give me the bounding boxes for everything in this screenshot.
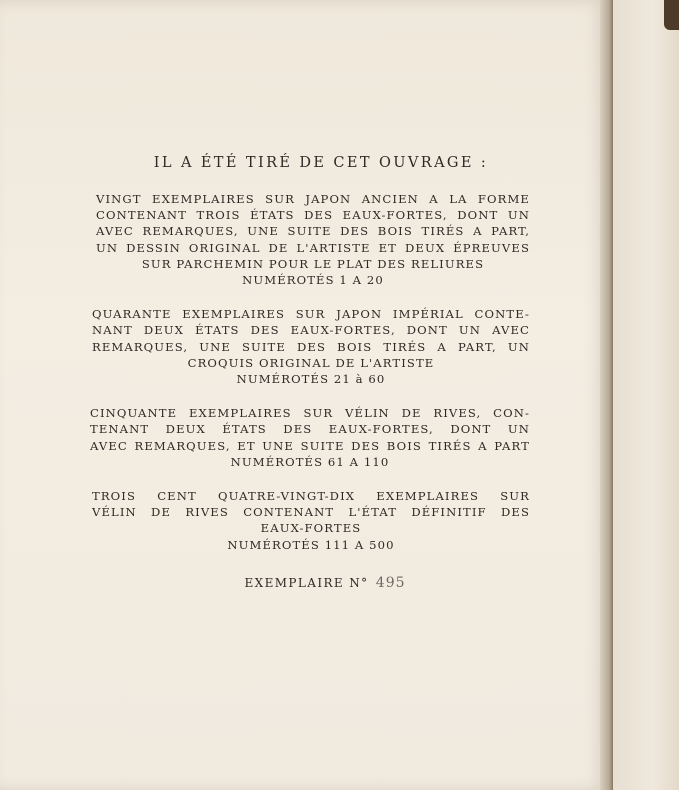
text-line: SUR PARCHEMIN POUR LE PLAT DES RELIURES — [141, 256, 485, 271]
text-line: REMARQUES, UNE SUITE DES BOIS TIRÉS A PART, UN — [92, 339, 530, 354]
copy-label: EXEMPLAIRE N° — [244, 575, 369, 590]
numbering-line: NUMÉROTÉS 61 A 110 — [230, 454, 390, 469]
text-line: EAUX-FORTES — [260, 521, 362, 536]
edition-paragraph-velin-courant — [90, 488, 530, 553]
text-line: CROQUIS ORIGINAL DE L'ARTISTE — [187, 355, 435, 370]
text-line: NANT DEUX ÉTATS DES EAUX-FORTES, DONT UN AVEC — [92, 323, 530, 338]
edition-paragraph-japon-ancien — [90, 191, 530, 288]
text-line: TENANT DEUX ÉTATS DES EAUX-FORTES, DONT UN — [90, 422, 530, 437]
text-line: VÉLIN DE RIVES CONTENANT L'ÉTAT DÉFINITIF DES — [92, 505, 530, 520]
text-line: QUARANTE EXEMPLAIRES SUR JAPON IMPÉRIAL CONTE- — [92, 307, 530, 322]
text-line: AVEC REMARQUES, UNE SUITE DES BOIS TIRÉS A PART, — [96, 224, 530, 239]
text-line: CINQUANTE EXEMPLAIRES SUR VÉLIN DE RIVES, CON- — [90, 406, 530, 421]
right-page-edge — [612, 0, 679, 790]
book-cover-edge — [664, 0, 679, 30]
text-line: UN DESSIN ORIGINAL DE L'ARTISTE ET DEUX ÉPREUVES — [96, 240, 530, 255]
colophon-heading: IL A ÉTÉ TIRÉ DE CET OUVRAGE : — [153, 155, 489, 171]
numbering-line: NUMÉROTÉS 21 à 60 — [236, 372, 386, 387]
text-line: VINGT EXEMPLAIRES SUR JAPON ANCIEN A LA FORME — [96, 192, 530, 206]
numbering-line: NUMÉROTÉS 111 A 500 — [227, 537, 395, 552]
colophon-text — [90, 155, 530, 591]
copy-number-line — [90, 575, 530, 591]
numbering-line: NUMÉROTÉS 1 A 20 — [242, 273, 384, 288]
text-line: CONTENANT TROIS ÉTATS DES EAUX-FORTES, DONT UN — [96, 208, 530, 223]
copy-number: 495 — [375, 574, 406, 591]
text-line: TROIS CENT QUATRE-VINGT-DIX EXEMPLAIRES SUR — [92, 489, 530, 504]
edition-paragraph-velin-cinquante — [90, 405, 530, 470]
edition-paragraph-japon-imperial — [90, 306, 530, 387]
text-line: AVEC REMARQUES, ET UNE SUITE DES BOIS TIRÉS A PART — [90, 438, 530, 453]
